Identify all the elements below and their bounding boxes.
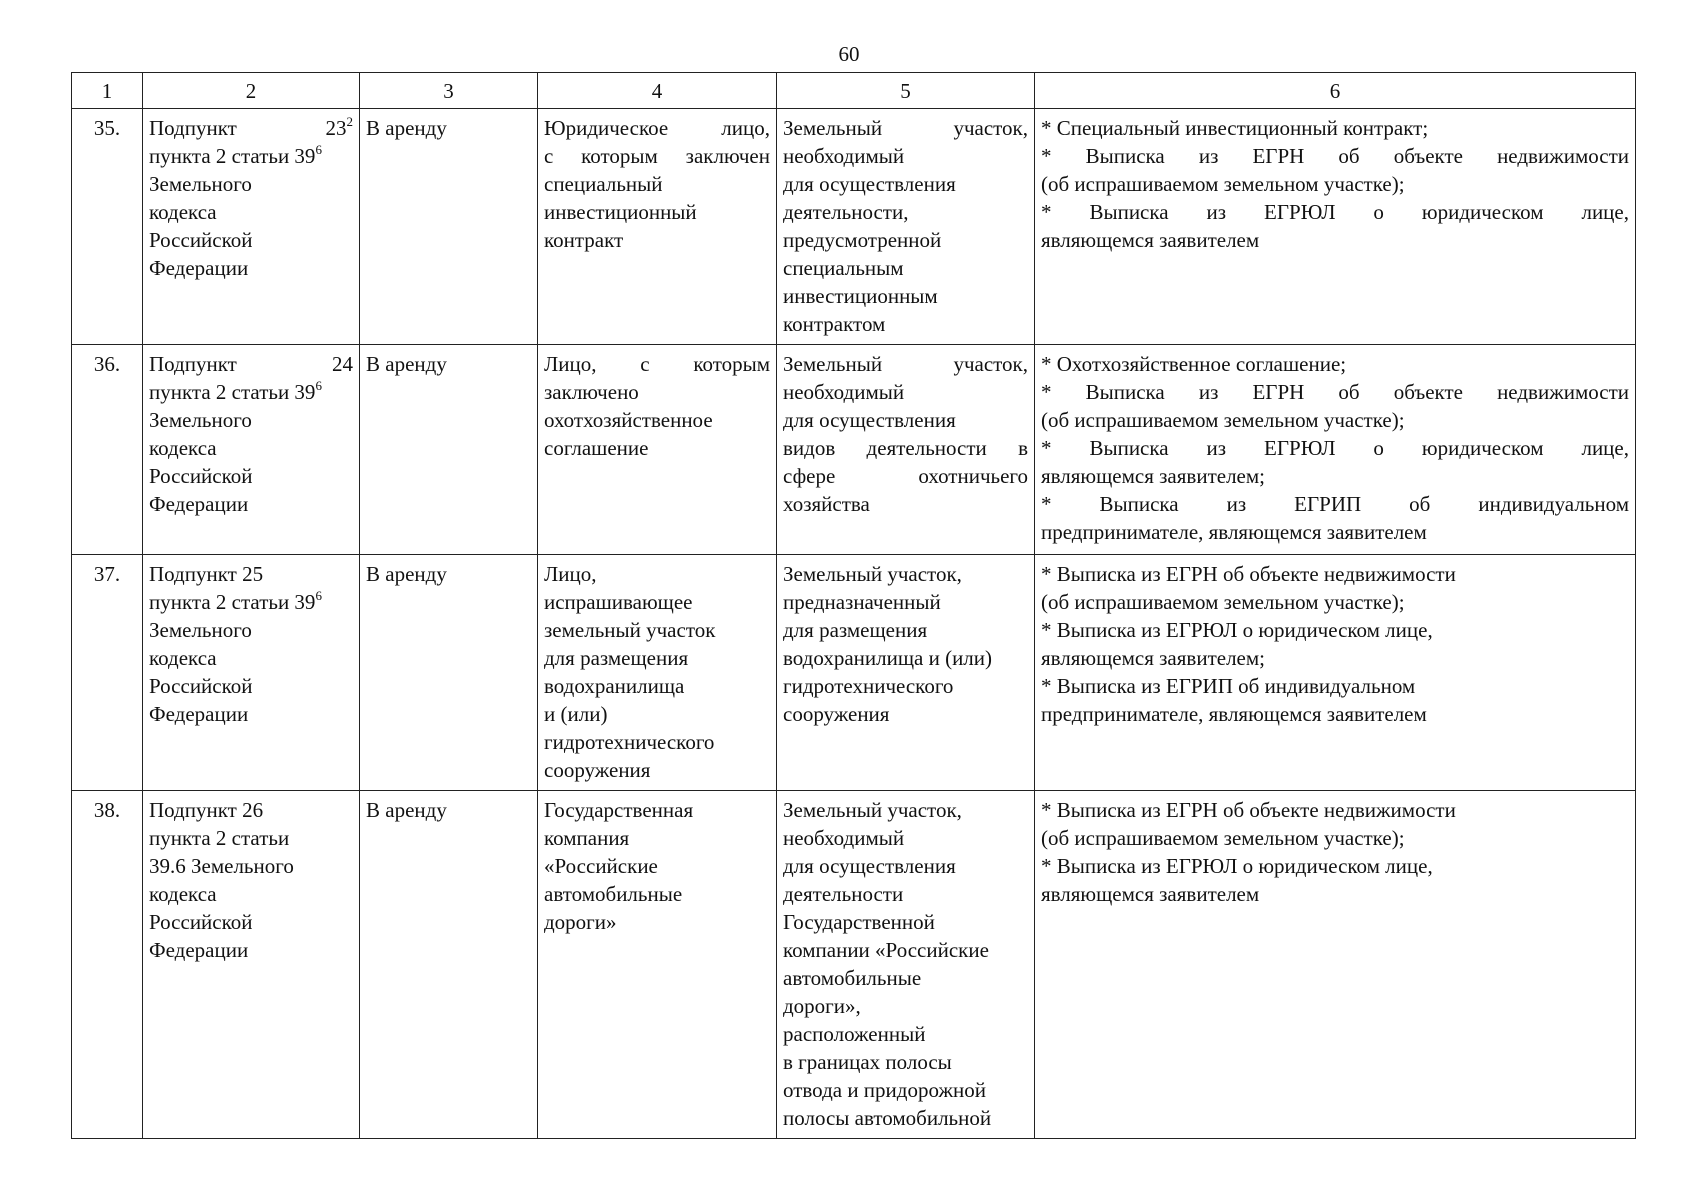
column-header: 5: [777, 73, 1035, 109]
land-purpose-cell: [777, 555, 1035, 791]
row-number: 35.: [72, 109, 143, 345]
applicant-line: автомобильные: [544, 882, 683, 906]
purpose-line: необходимый: [783, 826, 905, 850]
land-purpose-cell: [777, 345, 1035, 555]
purpose-line: отвода и придорожной: [783, 1078, 986, 1102]
superscript: 6: [315, 588, 322, 603]
document-item: являющемся заявителем;: [1041, 646, 1265, 670]
table-row: [72, 345, 1636, 555]
legal-basis-line: кодекса: [149, 200, 217, 224]
legal-basis-line: Подпункт 25: [149, 562, 264, 586]
purpose-line: для осуществления: [783, 854, 956, 878]
document-item: * Выписка из ЕГРЮЛ о юридическом лице,: [1041, 200, 1629, 224]
applicant-cell: [538, 791, 777, 1139]
legal-basis-line: Российской: [149, 674, 253, 698]
applicant-line: компания: [544, 826, 630, 850]
purpose-line: автомобильные: [783, 966, 922, 990]
document-table: [71, 72, 1636, 1139]
legal-basis-line: кодекса: [149, 646, 217, 670]
document-item: * Выписка из ЕГРИП об индивидуальном: [1041, 492, 1629, 516]
applicant-line: инвестиционный: [544, 200, 697, 224]
applicant-line: заключено: [544, 380, 639, 404]
purpose-line: сфере охотничьего: [783, 464, 1028, 488]
purpose-line: предназначенный: [783, 590, 941, 614]
applicant-line: испрашивающее: [544, 590, 693, 614]
legal-basis-line: Федерации: [149, 256, 249, 280]
column-header: 3: [360, 73, 538, 109]
applicant-line: Государственная: [544, 798, 694, 822]
purpose-line: сооружения: [783, 702, 890, 726]
applicant-line: и (или): [544, 702, 608, 726]
applicant-line: сооружения: [544, 758, 651, 782]
document-item: (об испрашиваемом земельном участке);: [1041, 826, 1405, 850]
purpose-line: для осуществления: [783, 172, 956, 196]
purpose-line: деятельности: [783, 882, 904, 906]
row-number: 37.: [72, 555, 143, 791]
document-item: * Охотхозяйственное соглашение;: [1041, 352, 1347, 376]
purpose-line: хозяйства: [783, 492, 870, 516]
table-row: [72, 791, 1636, 1139]
applicant-line: специальный: [544, 172, 663, 196]
legal-basis-line: Федерации: [149, 492, 249, 516]
applicant-line: земельный участок: [544, 618, 716, 642]
purpose-line: Земельный участок,: [783, 562, 962, 586]
purpose-line: Государственной: [783, 910, 935, 934]
purpose-line: предусмотренной: [783, 228, 942, 252]
document-item: * Выписка из ЕГРН об объекте недвижимости: [1041, 380, 1629, 404]
document-item: (об испрашиваемом земельном участке);: [1041, 590, 1405, 614]
purpose-line: необходимый: [783, 380, 905, 404]
applicant-line: водохранилища: [544, 674, 685, 698]
table-header-row: [72, 73, 1636, 109]
page-number: 60: [838, 42, 860, 66]
document-item: (об испрашиваемом земельном участке);: [1041, 172, 1405, 196]
document-item: являющемся заявителем: [1041, 882, 1260, 906]
document-item: * Выписка из ЕГРЮЛ о юридическом лице,: [1041, 618, 1433, 642]
applicant-line: с которым заключен: [544, 144, 770, 168]
legal-basis-cell: [143, 345, 360, 555]
applicant-line: Юридическое лицо,: [544, 116, 770, 140]
applicant-line: соглашение: [544, 436, 649, 460]
purpose-line: расположенный: [783, 1022, 926, 1046]
purpose-line: видов деятельности в: [783, 436, 1028, 460]
provision-type-cell: В аренду: [360, 109, 538, 345]
legal-basis-line: Федерации: [149, 938, 249, 962]
documents-cell: [1035, 109, 1636, 345]
column-header: 1: [72, 73, 143, 109]
legal-basis-line: 39.6 Земельного: [149, 854, 294, 878]
superscript: 2: [346, 114, 353, 129]
purpose-line: Земельный участок,: [783, 352, 1028, 376]
row-number: 38.: [72, 791, 143, 1139]
table-row: [72, 555, 1636, 791]
purpose-line: необходимый: [783, 144, 905, 168]
document-item: предпринимателе, являющемся заявителем: [1041, 702, 1427, 726]
provision-type-cell: В аренду: [360, 555, 538, 791]
legal-basis-line: Земельного: [149, 408, 252, 432]
purpose-line: специальным: [783, 256, 904, 280]
legal-basis-line: Федерации: [149, 702, 249, 726]
legal-basis-line: Земельного: [149, 172, 252, 196]
document-item: * Выписка из ЕГРН об объекте недвижимости: [1041, 144, 1629, 168]
provision-type-cell: В аренду: [360, 791, 538, 1139]
purpose-line: водохранилища и (или): [783, 646, 993, 670]
applicant-cell: [538, 345, 777, 555]
purpose-line: Земельный участок,: [783, 798, 962, 822]
purpose-line: для размещения: [783, 618, 928, 642]
purpose-line: для осуществления: [783, 408, 956, 432]
purpose-line: контрактом: [783, 312, 886, 336]
superscript: 6: [315, 142, 322, 157]
document-item: * Выписка из ЕГРИП об индивидуальном: [1041, 674, 1416, 698]
document-item: * Выписка из ЕГРН об объекте недвижимости: [1041, 562, 1456, 586]
purpose-line: компании «Российские: [783, 938, 989, 962]
applicant-cell: [538, 109, 777, 345]
document-item: являющемся заявителем;: [1041, 464, 1265, 488]
legal-basis-line: Подпункт 26: [149, 798, 264, 822]
land-purpose-cell: [777, 109, 1035, 345]
document-item: * Выписка из ЕГРЮЛ о юридическом лице,: [1041, 436, 1629, 460]
purpose-line: Земельный участок,: [783, 116, 1028, 140]
legal-basis-line: Подпункт 24: [149, 352, 353, 376]
purpose-line: деятельности,: [783, 200, 909, 224]
applicant-line: Лицо,: [544, 562, 597, 586]
column-header: 2: [143, 73, 360, 109]
purpose-line: полосы автомобильной: [783, 1106, 992, 1130]
row-number: 36.: [72, 345, 143, 555]
applicant-line: «Российские: [544, 854, 658, 878]
purpose-line: дороги»,: [783, 994, 861, 1018]
column-header: 4: [538, 73, 777, 109]
legal-basis-cell: [143, 555, 360, 791]
legal-basis-cell: [143, 109, 360, 345]
applicant-line: гидротехнического: [544, 730, 715, 754]
legal-basis-line: Российской: [149, 464, 253, 488]
documents-cell: [1035, 791, 1636, 1139]
applicant-line: Лицо, с которым: [544, 352, 770, 376]
document-item: являющемся заявителем: [1041, 228, 1260, 252]
provision-type-cell: В аренду: [360, 345, 538, 555]
document-item: * Выписка из ЕГРЮЛ о юридическом лице,: [1041, 854, 1433, 878]
legal-basis-line: пункта 2 статьи: [149, 826, 290, 850]
legal-basis-line: пункта 2 статьи $39^6$: [149, 378, 322, 404]
column-header: 6: [1035, 73, 1636, 109]
legal-basis-line: кодекса: [149, 436, 217, 460]
applicant-line: дороги»: [544, 910, 617, 934]
legal-basis-line: Российской: [149, 910, 253, 934]
legal-basis-line: кодекса: [149, 882, 217, 906]
legal-basis-line: пункта 2 статьи $39^6$: [149, 142, 322, 168]
applicant-line: контракт: [544, 228, 624, 252]
document-item: * Специальный инвестиционный контракт;: [1041, 116, 1429, 140]
document-item: (об испрашиваемом земельном участке);: [1041, 408, 1405, 432]
table-row: [72, 109, 1636, 345]
documents-cell: [1035, 555, 1636, 791]
superscript: 6: [315, 378, 322, 393]
legal-basis-cell: [143, 791, 360, 1139]
purpose-line: гидротехнического: [783, 674, 954, 698]
applicant-cell: [538, 555, 777, 791]
legal-basis-line: Земельного: [149, 618, 252, 642]
purpose-line: инвестиционным: [783, 284, 938, 308]
legal-basis-line: Подпункт $23^2$: [149, 114, 353, 140]
document-item: предпринимателе, являющемся заявителем: [1041, 520, 1427, 544]
legal-basis-line: пункта 2 статьи $39^6$: [149, 588, 322, 614]
purpose-line: в границах полосы: [783, 1050, 952, 1074]
documents-cell: [1035, 345, 1636, 555]
applicant-line: для размещения: [544, 646, 689, 670]
document-item: * Выписка из ЕГРН об объекте недвижимости: [1041, 798, 1456, 822]
land-purpose-cell: [777, 791, 1035, 1139]
applicant-line: охотхозяйственное: [544, 408, 713, 432]
legal-basis-line: Российской: [149, 228, 253, 252]
